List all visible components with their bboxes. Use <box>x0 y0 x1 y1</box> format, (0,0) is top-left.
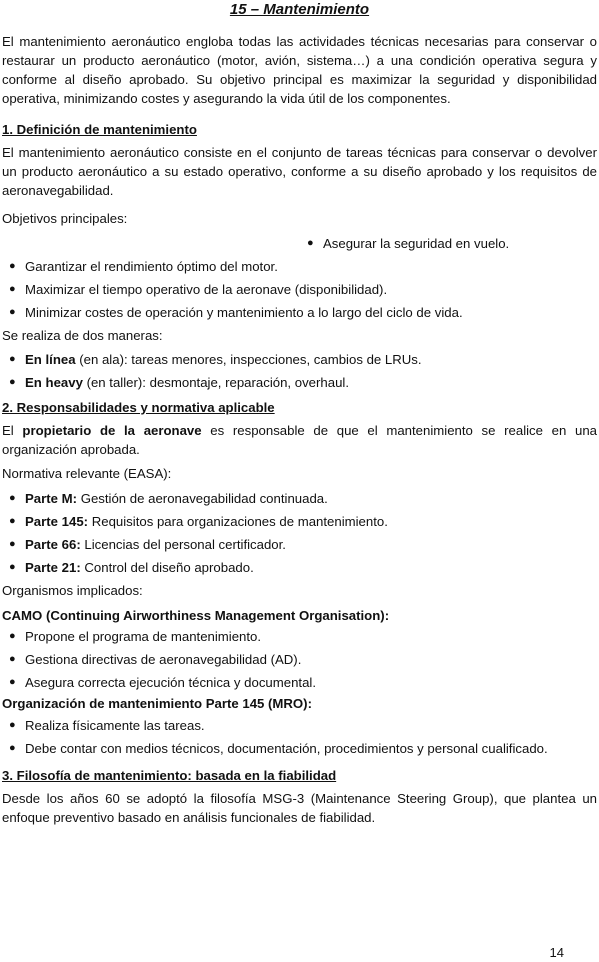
way-description: (en ala): tareas menores, inspecciones, cambios de LRUs. <box>75 352 422 367</box>
list-item <box>2 535 597 554</box>
objective-text: Minimizar costes de operación y mantenimiento a lo largo del ciclo de vida. <box>25 305 463 320</box>
list-item <box>2 489 597 508</box>
bullet-icon: ● <box>9 561 16 573</box>
objective-text: Garantizar el rendimiento óptimo del motor. <box>25 259 278 274</box>
list-item <box>2 234 597 253</box>
way-name: En línea <box>25 352 76 367</box>
mro-list <box>2 716 597 758</box>
list-item <box>2 716 597 735</box>
camo-list <box>2 627 597 692</box>
list-item <box>2 280 597 299</box>
list-item <box>2 673 597 692</box>
mro-task: Realiza físicamente las tareas. <box>25 718 205 733</box>
bullet-icon: ● <box>307 237 314 249</box>
normativa-label: Normativa relevante (EASA): <box>2 466 172 481</box>
section-1-text: El mantenimiento aeronáutico consiste en el conjunto de tareas técnicas para conservar o devolver un producto aeronáutico a su estado operativo, conforme a su diseño aprobado y los requisitos de aeronavegabilidad. <box>2 145 597 198</box>
norm-description: Gestión de aeronavegabilidad continuada. <box>77 491 328 506</box>
page-title: 15 – Mantenimiento <box>229 1 370 18</box>
norm-name: Parte 21: <box>25 560 81 575</box>
list-item <box>2 373 597 392</box>
section-3-heading: 3. Filosofía de mantenimiento: basada en la fiabilidad <box>2 768 337 783</box>
section-3-text: Desde los años 60 se adoptó la filosofía MSG-3 (Maintenance Steering Group), que plantea un enfoque preventivo basado en análisis funcionales de fiabilidad. <box>2 791 597 825</box>
intro-paragraph: El mantenimiento aeronáutico engloba todas las actividades técnicas necesarias para conservar o restaurar un producto aeronáutico (motor, avión, sistema…) a una condición operativa segura y conforme al diseño aprobado. Su objetivo principal es maximizar la seguridad y disponibilidad operativa, minimizando costes y asegurando la vida útil de los componentes. <box>2 34 597 106</box>
norm-name: Parte M: <box>25 491 78 506</box>
section-2-text <box>2 421 597 459</box>
list-item <box>2 257 597 276</box>
bullet-icon: ● <box>9 719 16 731</box>
way-description: (en taller): desmontaje, reparación, overhaul. <box>82 375 350 390</box>
bullet-icon: ● <box>9 515 16 527</box>
camo-heading: CAMO (Continuing Airworthiness Management Organisation): <box>2 608 390 623</box>
norm-description: Requisitos para organizaciones de mantenimiento. <box>88 514 388 529</box>
section-2-heading: 2. Responsabilidades y normativa aplicable <box>2 400 275 415</box>
list-item <box>2 512 597 531</box>
norm-name: Parte 145: <box>25 514 89 529</box>
ways-label: Se realiza de dos maneras: <box>2 328 163 343</box>
camo-task: Propone el programa de mantenimiento. <box>25 629 262 644</box>
camo-task: Gestiona directivas de aeronavegabilidad (AD). <box>25 652 302 667</box>
bullet-icon: ● <box>9 492 16 504</box>
objective-text: Maximizar el tiempo operativo de la aeronave (disponibilidad). <box>25 282 388 297</box>
bullet-icon: ● <box>9 283 16 295</box>
norm-name: Parte 66: <box>25 537 81 552</box>
bullet-icon: ● <box>9 353 16 365</box>
bullet-icon: ● <box>9 653 16 665</box>
objectives-list <box>2 234 597 322</box>
norm-description: Control del diseño aprobado. <box>80 560 254 575</box>
section-1-heading: 1. Definición de mantenimiento <box>2 122 197 137</box>
list-item <box>2 303 597 322</box>
norm-description: Licencias del personal certificador. <box>80 537 286 552</box>
bullet-icon: ● <box>9 376 16 388</box>
list-item <box>2 350 597 369</box>
bullet-icon: ● <box>9 260 16 272</box>
bullet-icon: ● <box>9 630 16 642</box>
list-item <box>2 558 597 577</box>
organismos-label: Organismos implicados: <box>2 583 143 598</box>
bullet-icon: ● <box>9 538 16 550</box>
page-number: 14 <box>549 945 564 960</box>
bullet-icon: ● <box>9 306 16 318</box>
bullet-icon: ● <box>9 676 16 688</box>
text-fragment: El <box>2 423 23 438</box>
camo-task: Asegura correcta ejecución técnica y documental. <box>25 675 317 690</box>
way-name: En heavy <box>25 375 83 390</box>
list-item <box>2 627 597 646</box>
mro-task: Debe contar con medios técnicos, documentación, procedimientos y personal cualificado. <box>25 741 548 756</box>
ways-list <box>2 350 597 392</box>
text-fragment: es responsable de que el mantenimiento se realice en una organización aprobada. <box>2 423 598 457</box>
list-item <box>2 739 597 758</box>
list-item <box>2 650 597 669</box>
page-content <box>2 32 597 827</box>
objective-text: Asegurar la seguridad en vuelo. <box>323 236 510 251</box>
owner-term: propietario de la aeronave <box>22 423 202 438</box>
objectives-label: Objetivos principales: <box>2 211 128 226</box>
mro-heading: Organización de mantenimiento Parte 145 (MRO): <box>2 696 312 711</box>
bullet-icon: ● <box>9 742 16 754</box>
normativa-list <box>2 489 597 577</box>
